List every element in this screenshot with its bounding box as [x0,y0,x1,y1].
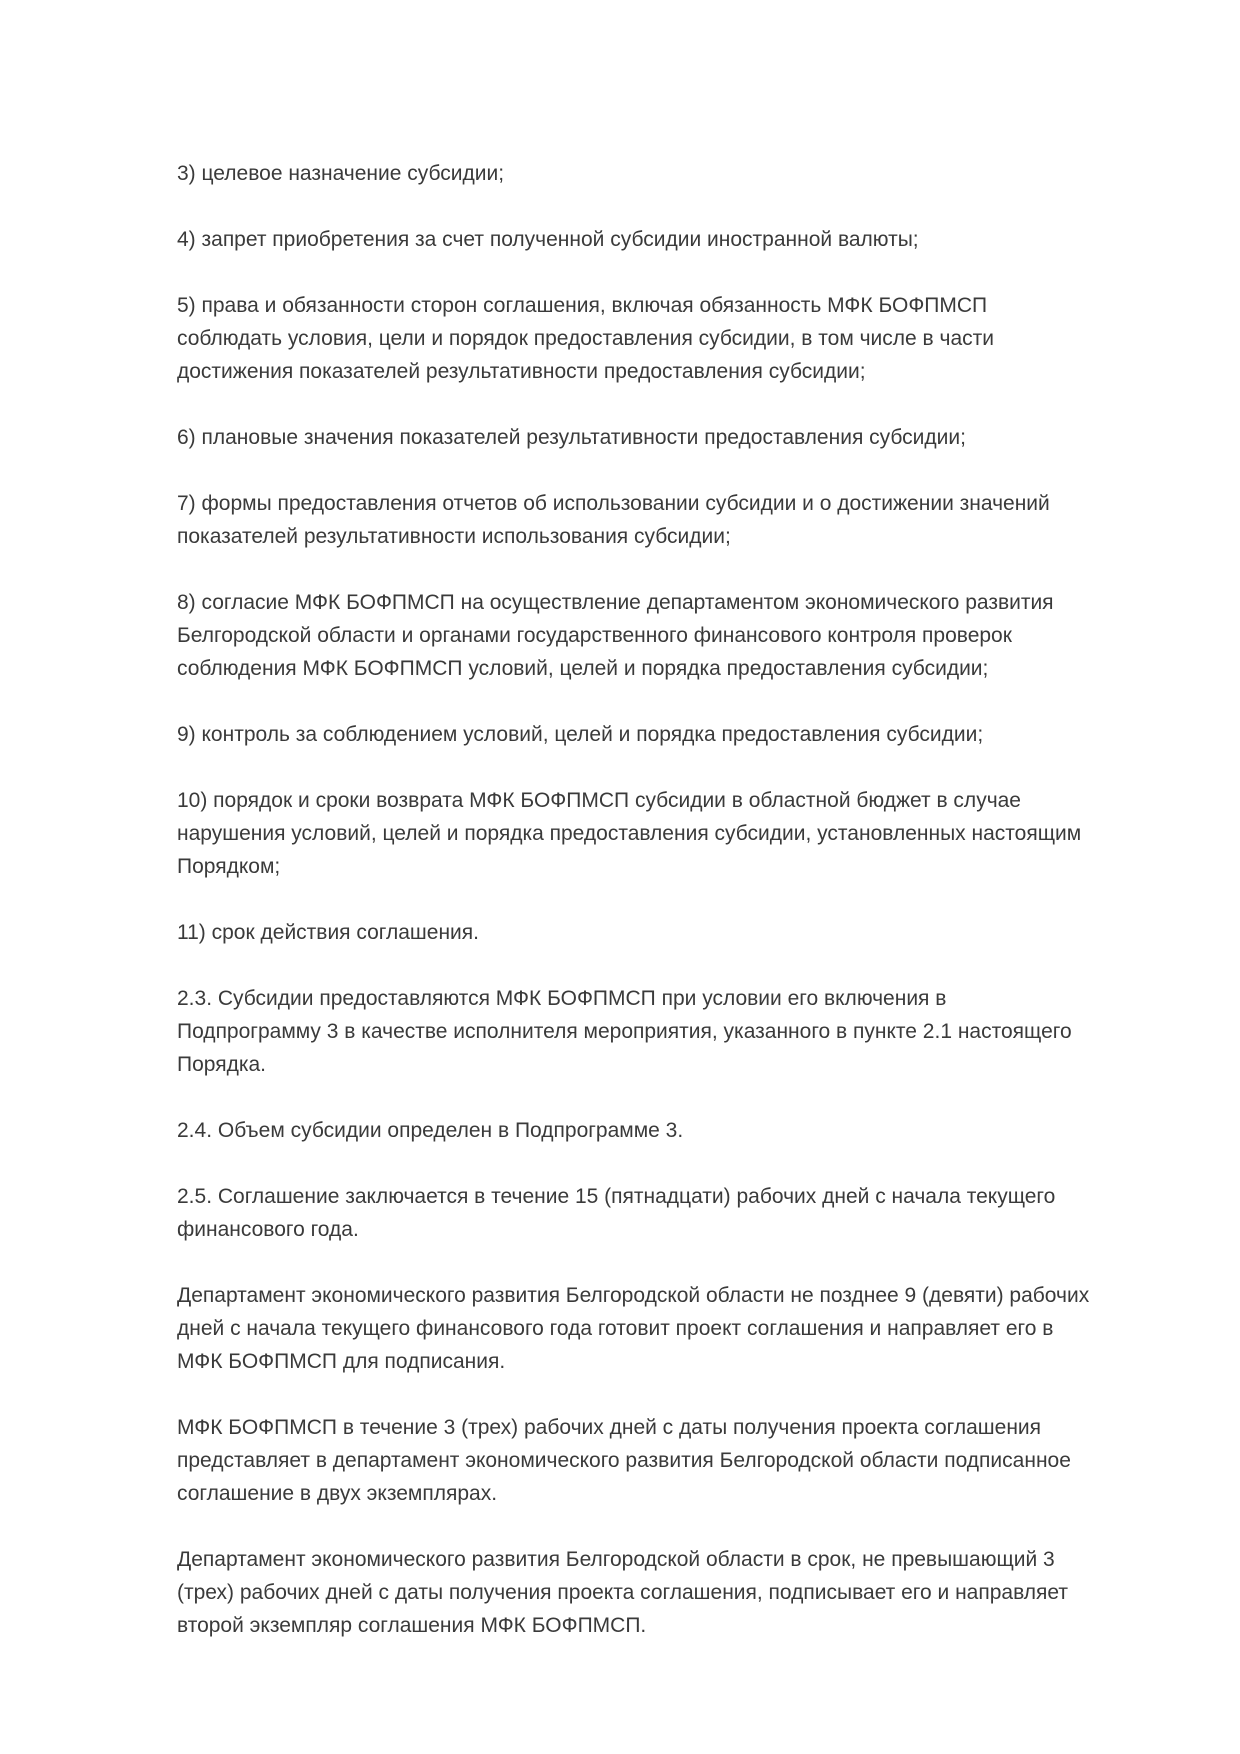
paragraph [177,157,1162,190]
text-line: Департамент экономического развития Белгородской области в срок, не превышающий 3 [177,1548,1055,1571]
text-line: 4) запрет приобретения за счет полученной субсидии иностранной валюты; [177,228,919,251]
text-line: Департамент экономического развития Белгородской области не позднее 9 (девяти) рабочих [177,1284,1090,1307]
paragraph [177,586,1162,685]
text-line: достижения показателей результативности предоставления субсидии; [177,360,866,383]
text-line: Порядка. [177,1053,267,1076]
paragraph [177,421,1162,454]
text-line: второй экземпляр соглашения МФК БОФПМСП. [177,1614,647,1637]
text-line: МФК БОФПМСП в течение 3 (трех) рабочих дней с даты получения проекта соглашения [177,1416,1042,1439]
paragraph [177,718,1162,751]
paragraph [177,1279,1162,1378]
paragraph [177,1543,1162,1642]
paragraph [177,784,1162,883]
paragraph [177,982,1162,1081]
text-line: показателей результативности использования субсидии; [177,525,731,548]
paragraph [177,916,1162,949]
text-line: 2.3. Субсидии предоставляются МФК БОФПМСП при условии его включения в [177,987,947,1010]
text-line: представляет в департамент экономического развития Белгородской области подписанное [177,1449,1071,1472]
text-line: Подпрограмму 3 в качестве исполнителя мероприятия, указанного в пункте 2.1 настоящего [177,1020,1072,1043]
text-line: 8) согласие МФК БОФПМСП на осуществление департаментом экономического развития [177,591,1054,614]
paragraph [177,1411,1162,1510]
text-line: (трех) рабочих дней с даты получения проекта соглашения, подписывает его и направляет [177,1581,1068,1604]
paragraph [177,1180,1162,1246]
text-line: нарушения условий, целей и порядка предоставления субсидии, установленных настоящим [177,822,1082,845]
text-line: Порядком; [177,855,281,878]
text-line: 3) целевое назначение субсидии; [177,162,505,185]
paragraph [177,487,1162,553]
text-line: 2.5. Соглашение заключается в течение 15 (пятнадцати) рабочих дней с начала текущего [177,1185,1056,1208]
paragraph [177,223,1162,256]
text-line: 9) контроль за соблюдением условий, целей и порядка предоставления субсидии; [177,723,984,746]
text-line: 6) плановые значения показателей результативности предоставления субсидии; [177,426,966,449]
paragraph [177,1114,1162,1147]
text-line: Белгородской области и органами государственного финансового контроля проверок [177,624,1012,647]
text-line: соглашение в двух экземплярах. [177,1482,498,1505]
text-line: 7) формы предоставления отчетов об использовании субсидии и о достижении значений [177,492,1050,515]
text-line: соблюдать условия, цели и порядок предоставления субсидии, в том числе в части [177,327,995,350]
paragraph [177,289,1162,388]
text-line: 11) срок действия соглашения. [177,921,479,944]
text-line: дней с начала текущего финансового года готовит проект соглашения и направляет его в [177,1317,1054,1340]
text-line: финансового года. [177,1218,359,1241]
text-line: 5) права и обязанности сторон соглашения, включая обязанность МФК БОФПМСП [177,294,988,317]
text-line: МФК БОФПМСП для подписания. [177,1350,506,1373]
text-line: соблюдения МФК БОФПМСП условий, целей и порядка предоставления субсидии; [177,657,989,680]
text-line: 10) порядок и сроки возврата МФК БОФПМСП субсидии в областной бюджет в случае [177,789,1021,812]
document-body [177,157,1162,1675]
text-line: 2.4. Объем субсидии определен в Подпрограмме 3. [177,1119,684,1142]
